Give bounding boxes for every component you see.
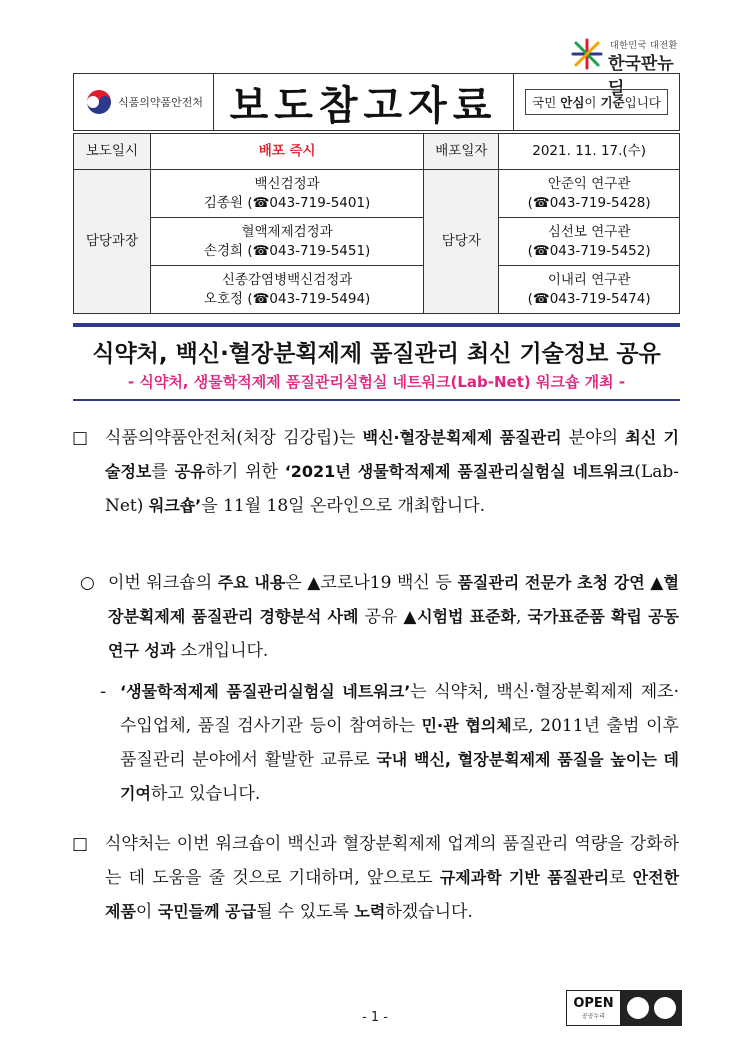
text: 소개입니다. bbox=[175, 641, 269, 661]
open-subtitle: 공공누리 bbox=[581, 1013, 606, 1020]
slogan-bold-2: 기준 bbox=[600, 95, 625, 110]
text: 이번 워크숍의 bbox=[108, 573, 218, 593]
paragraph-1 bbox=[105, 421, 679, 523]
dept-head: 김종원 (☎043-719-5401) bbox=[203, 194, 371, 211]
ministry-name: 식품의약품안전처 bbox=[118, 96, 204, 109]
taegeuk-icon bbox=[86, 89, 112, 115]
slogan-suffix: 입니다 bbox=[624, 95, 661, 110]
person-phone: (☎043-719-5452) bbox=[527, 242, 651, 259]
paragraph-2 bbox=[108, 566, 679, 668]
ministry-logo bbox=[74, 74, 214, 130]
text: (Lab-Net) bbox=[105, 462, 679, 516]
text: 은 ▲코로나19 백신 등 bbox=[285, 573, 458, 593]
paragraph-4 bbox=[105, 827, 679, 929]
emphasis: 규제과학 기반 품질관리 bbox=[439, 868, 610, 887]
dept-cell bbox=[150, 170, 424, 218]
person-name: 안준익 연구관 bbox=[547, 175, 631, 192]
text: 로 bbox=[609, 868, 633, 888]
emphasis: 워크숍’ bbox=[148, 496, 202, 515]
dept-name: 신종감염병백신검정과 bbox=[221, 271, 353, 288]
dept-name: 혈액제제검정과 bbox=[241, 223, 333, 240]
text: 로, 2011년 출범 이후 품질관리 분야에서 활발한 교류로 bbox=[120, 716, 679, 770]
contact-table bbox=[73, 133, 680, 314]
emphasis: 백신·혈장분획제제 품질관리 bbox=[362, 428, 562, 447]
press-header bbox=[73, 73, 680, 131]
person-phone: (☎043-719-5474) bbox=[527, 290, 651, 307]
new-deal-mark-icon bbox=[570, 38, 604, 70]
dept-head: 손경희 (☎043-719-5451) bbox=[203, 242, 371, 259]
headline-rule-top bbox=[73, 323, 680, 327]
text: 는 식약처, 백신·혈장분획제제 제조·수입업체, 품질 검사기관 등이 참여하는 bbox=[120, 682, 679, 736]
text: 될 수 있도록 bbox=[256, 902, 355, 922]
emphasis: 공유 bbox=[174, 462, 206, 481]
text: 분야의 bbox=[561, 428, 626, 448]
dist-date-value: 2021. 11. 17.(수) bbox=[499, 134, 680, 170]
korean-new-deal-logo bbox=[570, 36, 680, 99]
dept-head: 오호정 (☎043-719-5494) bbox=[203, 290, 371, 307]
square-bullet-icon: □ bbox=[72, 834, 89, 854]
subheadline: - 식약처, 생물학적제제 품질관리실험실 네트워크(Lab-Net) 워크숍 개최 - bbox=[127, 373, 626, 391]
new-deal-tagline: 대한민국 대전환 bbox=[610, 41, 678, 51]
text: 를 bbox=[151, 462, 175, 482]
headline: 식약처, 백신·혈장분획제제 품질관리 최신 기술정보 공유 bbox=[92, 341, 661, 367]
open-title: OPEN bbox=[573, 996, 614, 1011]
new-deal-title: 한국판뉴딜 bbox=[608, 54, 674, 99]
slogan bbox=[514, 74, 679, 130]
emphasis: 혈장분획제제 품질관리 경향분석 사례 bbox=[108, 573, 680, 626]
dept-name: 백신검정과 bbox=[254, 175, 320, 192]
slogan-prefix: 국민 bbox=[532, 95, 561, 110]
circle-bullet-icon: ○ bbox=[80, 573, 95, 593]
report-date-label: 보도일시 bbox=[74, 134, 151, 170]
dept-cell bbox=[150, 218, 424, 266]
text: 식품의약품안전처(처장 김강립)는 bbox=[105, 428, 363, 448]
person-phone: (☎043-719-5428) bbox=[527, 194, 651, 211]
text: , bbox=[516, 607, 528, 627]
text: 하기 위한 bbox=[205, 462, 285, 482]
text: ▲ bbox=[644, 573, 664, 593]
emphasis: 국가표준품 확립 공동연구 성과 bbox=[108, 607, 679, 660]
text: 이 bbox=[135, 902, 158, 922]
emphasis: 주요 내용 bbox=[217, 573, 286, 592]
square-bullet-icon: □ bbox=[72, 428, 89, 448]
emphasis: ‘생물학적제제 품질관리실험실 네트워크’ bbox=[120, 682, 411, 701]
emphasis: ‘2021년 생물학적제제 품질관리실험실 네트워크 bbox=[284, 462, 635, 481]
dept-head-label: 담당과장 bbox=[74, 170, 151, 314]
emphasis: 품질관리 전문가 초청 강연 bbox=[457, 573, 645, 592]
slogan-mid: 이 bbox=[584, 95, 601, 110]
text: 하고 있습니다. bbox=[150, 784, 261, 804]
emphasis: 국민들께 공급 bbox=[157, 902, 257, 921]
text: 식약처는 이번 워크숍이 백신과 혈장분획제제 업계의 품질관리 역량을 강화하는 데 도움을 줄 것으로 기대하며, 앞으로도 bbox=[105, 834, 679, 888]
document-title: 보도참고자료 bbox=[214, 74, 514, 130]
page-number: - 1 - bbox=[362, 1010, 388, 1025]
emphasis: 최신 기술정보 bbox=[105, 428, 679, 481]
text: 공유 ▲ bbox=[358, 607, 418, 627]
person-name: 심선보 연구관 bbox=[547, 223, 631, 240]
text: 을 11월 18일 온라인으로 개최합니다. bbox=[201, 496, 486, 516]
emphasis: 국내 백신, 혈장분획제제 품질을 높이는 데 기여 bbox=[120, 750, 679, 803]
dash-bullet-icon: - bbox=[100, 682, 107, 702]
slogan-bold-1: 안심 bbox=[560, 95, 585, 110]
paragraph-3 bbox=[120, 675, 679, 811]
person-label: 담당자 bbox=[424, 170, 499, 314]
report-date-value: 배포 즉시 bbox=[150, 134, 424, 170]
emphasis: 민·관 협의체 bbox=[421, 716, 512, 735]
text: 하겠습니다. bbox=[385, 902, 473, 922]
person-cell bbox=[499, 266, 680, 314]
emphasis: 시험법 표준화 bbox=[417, 607, 517, 626]
person-cell bbox=[499, 170, 680, 218]
emphasis: 노력 bbox=[354, 902, 386, 921]
person-cell bbox=[499, 218, 680, 266]
headline-rule-bottom bbox=[73, 399, 680, 401]
dept-cell bbox=[150, 266, 424, 314]
person-name: 이내리 연구관 bbox=[547, 271, 631, 288]
dist-date-label: 배포일자 bbox=[424, 134, 499, 170]
emphasis: 안전한 제품 bbox=[105, 868, 680, 921]
